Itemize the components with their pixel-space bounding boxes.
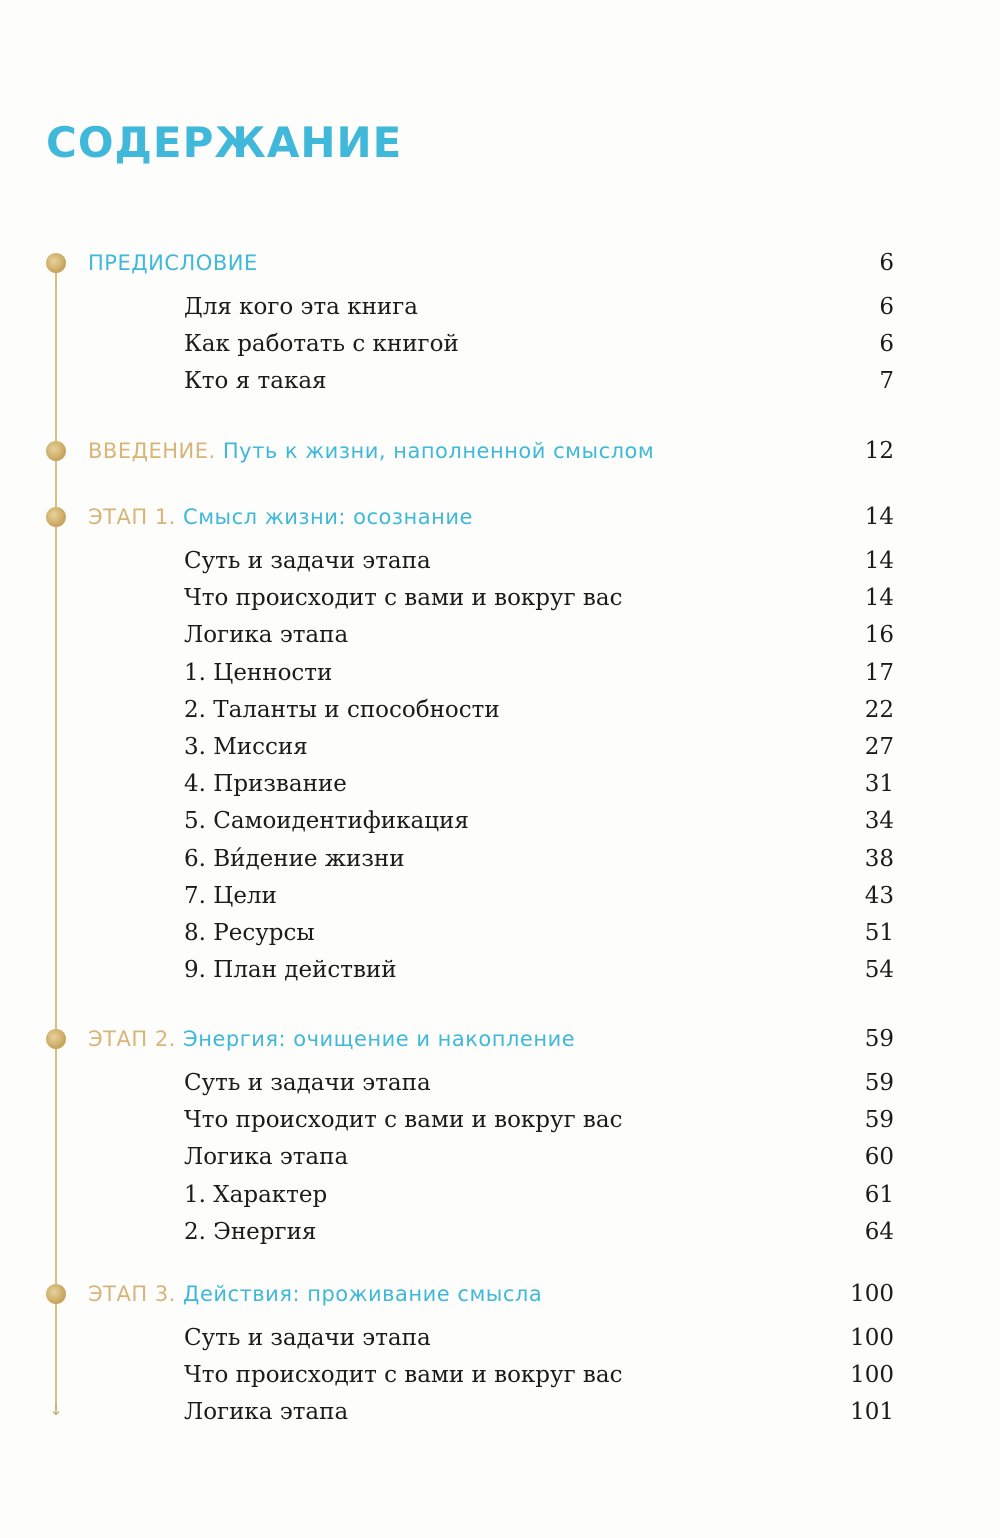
toc-section-heading[interactable]	[0, 500, 1000, 534]
section-title: ПРЕДИСЛОВИЕ	[88, 251, 258, 275]
page-number: 60	[864, 1144, 894, 1171]
page-number: 14	[864, 504, 894, 530]
toc-item[interactable]	[0, 1358, 1000, 1392]
page-number: 43	[864, 882, 894, 909]
toc-item[interactable]	[0, 804, 1000, 838]
page-number: 64	[864, 1218, 894, 1245]
toc-item-label: 9. План действий	[184, 957, 397, 984]
toc-item-label: 2. Таланты и способности	[184, 696, 500, 723]
page-number: 59	[864, 1026, 894, 1052]
toc-item-label: Суть и задачи этапа	[184, 1325, 431, 1351]
toc-section-heading[interactable]	[0, 1022, 1000, 1056]
page-number: 14	[864, 548, 894, 574]
toc-item[interactable]	[0, 879, 1000, 913]
page-number: 59	[864, 1107, 894, 1134]
page-number: 27	[864, 734, 894, 760]
section-title: Энергия: очищение и накопление	[183, 1027, 576, 1051]
toc-item[interactable]	[0, 1066, 1000, 1100]
toc-item-label: 5. Самоидентификация	[184, 808, 469, 835]
toc-item[interactable]	[0, 1178, 1000, 1212]
toc-item[interactable]	[0, 1321, 1000, 1355]
toc-section-heading[interactable]	[0, 434, 1000, 468]
toc-item-label: Суть и задачи этапа	[184, 1070, 431, 1096]
toc-item[interactable]	[0, 1215, 1000, 1249]
toc-item[interactable]	[0, 842, 1000, 876]
toc-item-label: Логика этапа	[184, 1399, 349, 1426]
toc-item-label: 6. Ви́дение жизни	[184, 845, 405, 872]
section-title: Действия: проживание смысла	[183, 1282, 543, 1306]
toc-item[interactable]	[0, 544, 1000, 578]
toc-section-heading[interactable]	[0, 246, 1000, 280]
page-number: 100	[850, 1362, 894, 1389]
timeline-dot-icon	[46, 253, 66, 273]
section-prefix: ВВЕДЕНИЕ.	[88, 439, 223, 463]
page-number: 6	[879, 250, 894, 276]
section-title: Путь к жизни, наполненной смыслом	[222, 439, 655, 463]
toc-item-label: Логика этапа	[184, 1144, 349, 1171]
section-label	[88, 434, 654, 468]
page-number: 61	[864, 1181, 894, 1208]
arrow-down-icon: ↓	[49, 1400, 63, 1419]
toc-item[interactable]	[0, 916, 1000, 950]
toc-item[interactable]	[0, 1395, 1000, 1429]
toc-item-label: 2. Энергия	[184, 1218, 317, 1245]
toc-item[interactable]	[0, 693, 1000, 727]
toc-item-label: 4. Призвание	[184, 771, 347, 798]
toc-item[interactable]	[0, 327, 1000, 361]
toc-item-label: 3. Миссия	[184, 734, 308, 760]
section-prefix: ЭТАП 3.	[88, 1282, 184, 1306]
page-number: 16	[864, 622, 894, 649]
page-number: 6	[879, 294, 894, 320]
page-number: 22	[864, 696, 894, 723]
section-label	[88, 1022, 575, 1056]
page-title: СОДЕРЖАНИЕ	[46, 118, 403, 167]
toc-item-label: Для кого эта книга	[184, 294, 418, 320]
page-number: 7	[879, 368, 894, 395]
toc-item[interactable]	[0, 1103, 1000, 1137]
toc-item[interactable]	[0, 730, 1000, 764]
page-number: 100	[850, 1325, 894, 1351]
page-number: 51	[864, 920, 894, 946]
toc-item-label: Логика этапа	[184, 622, 349, 649]
toc-item-label: Что происходит с вами и вокруг вас	[184, 585, 623, 612]
section-label	[88, 500, 473, 534]
toc-item[interactable]	[0, 618, 1000, 652]
toc-item-label: 1. Характер	[184, 1181, 328, 1208]
page-number: 34	[864, 808, 894, 835]
toc-item-label: Кто я такая	[184, 368, 327, 395]
section-label	[88, 1277, 542, 1311]
toc-item[interactable]	[0, 1140, 1000, 1174]
toc-item-label: 8. Ресурсы	[184, 920, 315, 946]
page-number: 38	[864, 845, 894, 872]
section-label	[88, 246, 258, 280]
toc-item[interactable]	[0, 953, 1000, 987]
page-number: 59	[864, 1070, 894, 1096]
page-number: 100	[850, 1281, 894, 1307]
toc-item[interactable]	[0, 581, 1000, 615]
toc-item-label: Суть и задачи этапа	[184, 548, 431, 574]
toc-item[interactable]	[0, 364, 1000, 398]
page-number: 6	[879, 331, 894, 358]
section-prefix: ЭТАП 1.	[88, 505, 184, 529]
timeline-dot-icon	[46, 441, 66, 461]
page-number: 31	[864, 771, 894, 798]
page-number: 12	[864, 438, 894, 464]
section-title: Смысл жизни: осознание	[183, 505, 473, 529]
section-prefix: ЭТАП 2.	[88, 1027, 184, 1051]
toc-item[interactable]	[0, 767, 1000, 801]
toc-section-heading[interactable]	[0, 1277, 1000, 1311]
page-number: 14	[864, 585, 894, 612]
timeline-dot-icon	[46, 1284, 66, 1304]
toc-item-label: 1. Ценности	[184, 659, 333, 686]
toc-item[interactable]	[0, 290, 1000, 324]
toc-item-label: Как работать с книгой	[184, 331, 459, 358]
toc-item-label: Что происходит с вами и вокруг вас	[184, 1362, 623, 1389]
page-number: 101	[850, 1399, 894, 1426]
toc-item[interactable]	[0, 656, 1000, 690]
timeline-dot-icon	[46, 507, 66, 527]
toc-item-label: 7. Цели	[184, 882, 277, 909]
page-number: 54	[864, 957, 894, 984]
page-number: 17	[864, 659, 894, 686]
toc-item-label: Что происходит с вами и вокруг вас	[184, 1107, 623, 1134]
timeline-dot-icon	[46, 1029, 66, 1049]
